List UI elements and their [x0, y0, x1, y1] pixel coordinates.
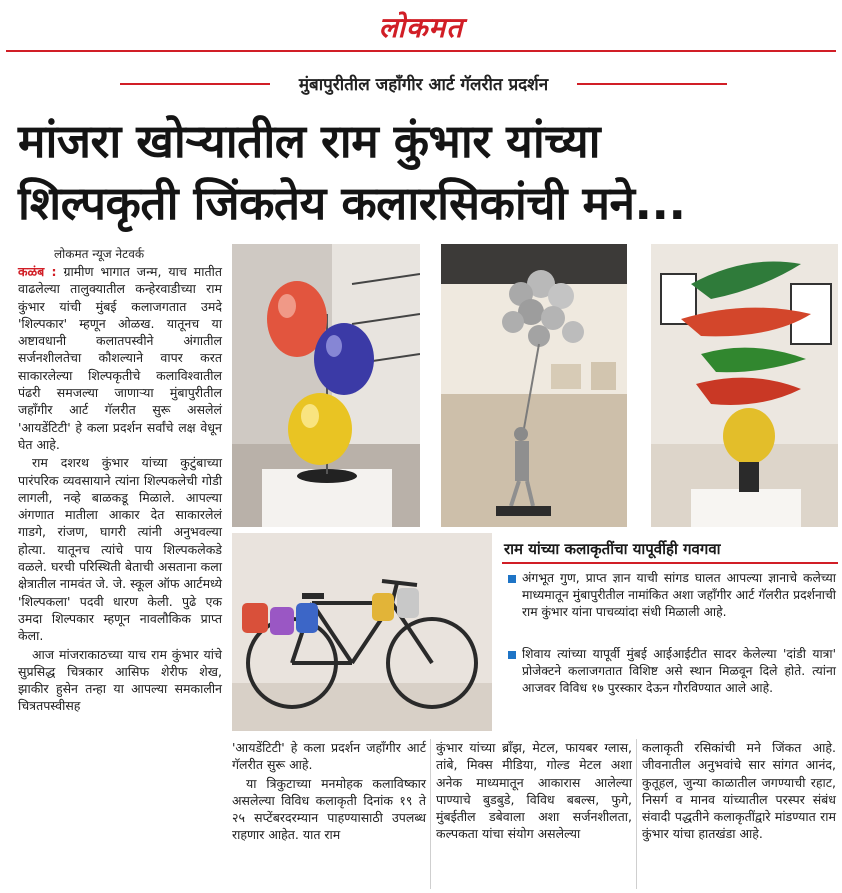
headline	[18, 110, 838, 234]
sidebar-title: राम यांच्या कलाकृतींचा यापूर्वीही गवगवा	[502, 538, 838, 564]
article-paragraph: या त्रिकुटाच्या मनमोहक कलाविष्कार असलेल्या विविध कलाकृती दिनांक १९ ते २५ सप्टेंबरदरम्यान पाहण्यासाठी उपलब्ध राहणार आहेत. यात राम	[232, 775, 426, 843]
article-paragraph: आज मांजराकाठच्या याच राम कुंभार यांचे सुप्रसिद्ध चित्रकार आसिफ शेरीफ शेख, झाकीर हुसेन तन्हा या आपल्या समकालीन चित्रतपस्वीसह	[18, 646, 222, 714]
masthead-rule	[6, 50, 836, 52]
masthead	[0, 0, 842, 50]
headline-line-2: शिल्पकृती जिंकतेय कलारसिकांची मने...	[18, 176, 686, 230]
sidebar-box	[502, 538, 838, 728]
article-column-bottom-2	[436, 739, 632, 844]
article-column-left	[18, 263, 222, 716]
column-divider	[430, 739, 431, 889]
kicker-text: मुंबापुरीतील जहाँगीर आर्ट गॅलरीत प्रदर्शन	[298, 75, 549, 95]
square-bullet-icon	[508, 575, 516, 583]
photo-bubble-man-sculpture	[441, 244, 627, 527]
sidebar-item: अंगभूत गुण, प्राप्त ज्ञान याची सांगड घालत आपल्या ज्ञानाचे कलेच्या माध्यमातून मुंबापुरीतील नामांकित अशा जहाँगीर आर्ट गॅलरीत प्रदर्शनाची राम कुंभार यांना पाचव्यांदा संधी मिळाली आहे.	[508, 570, 836, 621]
article-paragraph: कलाकृती रसिकांची मने जिंकत आहे. जीवनातील अनुभवांचे सार सांगत आनंद, कुतूहल, जुन्या काळातील जगण्याची रहाट, निसर्ग व मानव यांच्यातील परस्पर संबंध संवादी पद्धतीने कलाकृतींद्वारे मांडण्यात राम कुंभार यांचा हातखंडा आहे.	[642, 740, 836, 842]
photo-balloon-sculpture	[232, 244, 420, 527]
photo-bicycle-sculpture	[232, 533, 492, 731]
headline-line-1: मांजरा खोऱ्यातील राम कुंभार यांच्या	[18, 114, 601, 168]
dateline: कळंब :	[18, 264, 57, 279]
article-paragraph: राम दशरथ कुंभार यांच्या कुटुंबाच्या पारंपरिक व्यवसायाने त्यांना शिल्पकलेची गोडी लागली, नव्हे बाळकडू मिळाले. आपल्या अंगणात मातीला आकार देत साकारलेलं गाडगे, रांजण, घागरी त्यांनी अनुभवल्या होत्या. यातूनच त्यांचे पाय शिल्पकलेकडे वळले. घरची परिस्थिती बेताची असताना कला क्षेत्रातील नामवंत जे. जे. स्कूल ऑफ आर्टमध्ये 'शिल्पकला' पदवी धारण केली. पुढे एक उमदा शिल्पकार म्हणून नावलौकिक प्राप्त केला.	[18, 455, 222, 644]
square-bullet-icon	[508, 651, 516, 659]
kicker-rule-right	[577, 83, 727, 85]
article-column-bottom-3	[642, 739, 836, 844]
sidebar-item: शिवाय त्यांच्या यापूर्वी मुंबई आईआईटीत सादर केलेल्या 'दांडी यात्रा' प्रोजेक्टने कलाजगतात विशिष्ट असे स्थान मिळवून दिले होते. त्यांना आजवर विविध १७ पुरस्कार देऊन गौरविण्यात आले आहे.	[508, 646, 836, 697]
article-paragraph: कळंब : ग्रामीण भागात जन्म, याच मातीत वाढलेल्या तालुक्यातील कन्हेरवाडीच्या राम कुंभार यांची मुंबई कलाजगतात उमदे 'शिल्पकार' म्हणून ओळख. यातूनच या अष्टावधानी कलातपस्वीने अंगातील सर्जनशीलतेचा कौशल्याने वापर करत साकारलेल्या शिल्पकृतीचे कलाविश्वातील पंढरी समजल्या जाणाऱ्या मुंबापुरीतील जहाँगीर आर्ट गॅलरीत सुरू असलेलं 'आयडेंटिटी' हे कला प्रदर्शन सर्वांचे लक्ष वेधून घेत आहे.	[18, 264, 222, 452]
kicker-rule-left	[120, 83, 270, 85]
photo-bird-sculpture	[651, 244, 838, 527]
newspaper-logo: लोकमत	[378, 11, 464, 44]
article-paragraph: 'आयडेंटिटी' हे कला प्रदर्शन जहाँगीर आर्ट गॅलरीत सुरू आहे.	[232, 740, 426, 773]
column-divider	[636, 739, 637, 889]
article-column-bottom-1	[232, 739, 426, 845]
byline: लोकमत न्यूज नेटवर्क	[54, 247, 145, 261]
article-paragraph: कुंभार यांच्या ब्राँझ, मेटल, फायबर ग्लास, तांबे, मिक्स मीडिया, गोल्ड मेटल अशा अनेक माध्यमातून आकारास आलेल्या पाण्याचे बुडबुडे, विविध बबल्स, फुगे, मुंबईतील डबेवाला अशा सर्जनशीलता, कल्पकता यांचा संयोग असलेल्या	[436, 740, 632, 842]
kicker-bar	[0, 70, 842, 98]
